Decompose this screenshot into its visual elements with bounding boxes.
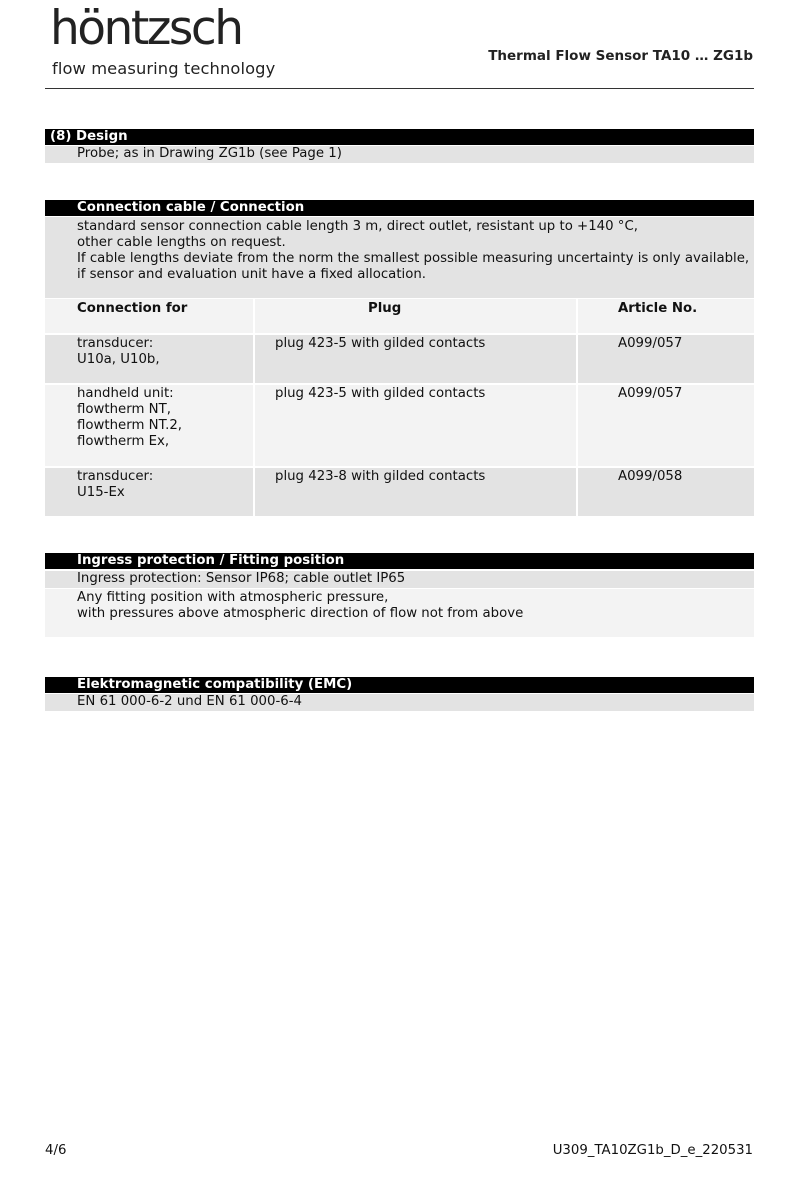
cell-line: flowtherm Ex, — [77, 434, 170, 449]
connection-description — [45, 217, 754, 298]
connection-line: standard sensor connection cable length 3 m, direct outlet, resistant up to +140 °C, — [77, 219, 638, 234]
table-header — [45, 299, 754, 333]
document-title: Thermal Flow Sensor TA10 … ZG1b — [488, 48, 753, 64]
ingress-protection-text: Ingress protection: Sensor IP68; cable outlet IP65 — [45, 571, 754, 588]
plug-cell: plug 423-8 with gilded contacts — [253, 468, 576, 516]
plug-cell: plug 423-5 with gilded contacts — [253, 385, 576, 466]
fitting-position — [45, 589, 754, 637]
cell-line: U10a, U10b, — [77, 352, 160, 367]
fitting-line: with pressures above atmospheric direction of flow not from above — [77, 606, 524, 621]
cell-line: transducer: — [77, 469, 154, 484]
ingress-heading: Ingress protection / Fitting position — [45, 553, 754, 569]
connection-line: If cable lengths deviate from the norm the smallest possible measuring uncertainty is only available, — [77, 251, 750, 266]
plug-cell: plug 423-5 with gilded contacts — [253, 335, 576, 383]
table-row — [45, 335, 754, 383]
fitting-line: Any fitting position with atmospheric pressure, — [77, 590, 389, 605]
connection-line: if sensor and evaluation unit have a fixed allocation. — [77, 267, 427, 282]
cell-line: U15-Ex — [77, 485, 125, 500]
document-id: U309_TA10ZG1b_D_e_220531 — [552, 1143, 753, 1158]
column-header-article: Article No. — [576, 299, 754, 333]
article-cell: A099/058 — [576, 468, 754, 516]
article-cell: A099/057 — [576, 385, 754, 466]
cell-line: transducer: — [77, 336, 154, 351]
table-row — [45, 468, 754, 516]
design-text: Probe; as in Drawing ZG1b (see Page 1) — [45, 146, 754, 163]
cell-line: flowtherm NT, — [77, 402, 171, 417]
brand-logo: höntzsch — [50, 1, 242, 56]
header-divider — [45, 88, 754, 89]
cell-line: flowtherm NT.2, — [77, 418, 183, 433]
column-header-plug: Plug — [253, 299, 576, 333]
connection-heading: Connection cable / Connection — [45, 200, 754, 216]
table-row — [45, 385, 754, 466]
article-cell: A099/057 — [576, 335, 754, 383]
connection-line: other cable lengths on request. — [77, 235, 286, 250]
brand-tagline: flow measuring technology — [52, 59, 276, 78]
connection-cell — [45, 335, 253, 383]
column-header-connection: Connection for — [77, 301, 188, 316]
connection-cell — [45, 385, 253, 466]
connection-cell — [45, 468, 253, 516]
design-heading: (8) Design — [45, 129, 754, 145]
emc-text: EN 61 000-6-2 und EN 61 000-6-4 — [45, 694, 754, 711]
emc-heading: Elektromagnetic compatibility (EMC) — [45, 677, 754, 693]
page-number: 4/6 — [45, 1143, 67, 1158]
cell-line: handheld unit: — [77, 386, 174, 401]
